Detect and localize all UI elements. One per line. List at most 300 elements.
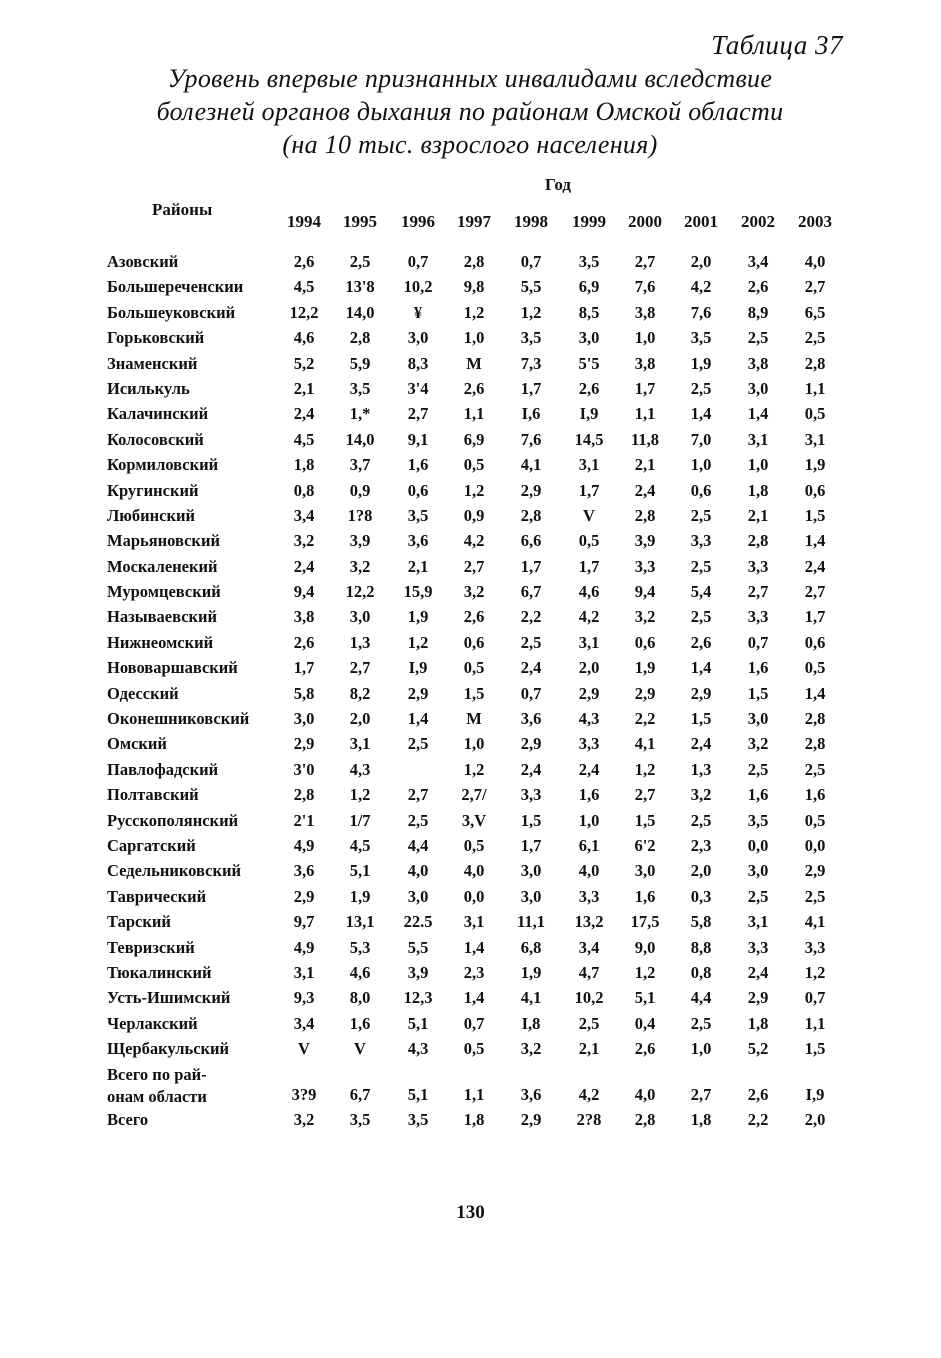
value-cell: 1,6 xyxy=(804,785,826,805)
table-row xyxy=(0,937,941,962)
value-cell: 2,4 xyxy=(690,734,712,754)
value-cell: 1,0 xyxy=(634,328,656,348)
value-cell: 2,7 xyxy=(804,277,826,297)
value-cell: 8,0 xyxy=(349,988,371,1008)
table-row xyxy=(0,302,941,327)
table-row xyxy=(0,860,941,885)
value-cell: 1,7 xyxy=(293,658,315,678)
value-cell: 2,2 xyxy=(520,607,542,627)
value-cell: 8,9 xyxy=(747,302,769,322)
value-cell: 1,9 xyxy=(349,886,371,906)
value-cell: 2,6 xyxy=(578,378,600,398)
value-cell: 1,2 xyxy=(804,962,826,982)
table-row xyxy=(0,327,941,352)
value-cell: 3,1 xyxy=(349,734,371,754)
header-year: Год xyxy=(545,175,571,194)
value-cell: 2,4 xyxy=(520,759,542,779)
value-cell: 1,2 xyxy=(463,480,485,500)
region-name: Павлофадский xyxy=(107,759,219,779)
value-cell: 2,4 xyxy=(804,556,826,576)
value-cell: 0,6 xyxy=(804,480,826,500)
value-cell: 9,3 xyxy=(293,988,315,1008)
value-cell: 1,0 xyxy=(690,1039,712,1059)
value-cell: 1,6 xyxy=(407,455,429,475)
value-cell: 2,6 xyxy=(747,1084,769,1104)
value-cell: 1,5 xyxy=(463,683,485,703)
value-cell: 5,1 xyxy=(634,988,656,1008)
table-row xyxy=(0,429,941,454)
value-cell: 9,4 xyxy=(293,582,315,602)
value-cell: 10,2 xyxy=(574,988,604,1008)
value-cell: 0,6 xyxy=(690,480,712,500)
value-cell: 2,4 xyxy=(747,962,769,982)
value-cell: 2,8 xyxy=(804,353,826,373)
value-cell: 2,8 xyxy=(804,734,826,754)
value-cell: 2,5 xyxy=(690,607,712,627)
table-row xyxy=(0,276,941,301)
value-cell: 2,9 xyxy=(578,683,600,703)
value-cell: 2,6 xyxy=(293,632,315,652)
value-cell: 0,7 xyxy=(804,988,826,1008)
title-line: болезней органов дыхания по районам Омской области xyxy=(156,97,784,126)
value-cell: 3,2 xyxy=(293,1109,315,1129)
value-cell: 1,9 xyxy=(407,607,429,627)
value-cell: 3,1 xyxy=(747,912,769,932)
value-cell: 2,5 xyxy=(690,1013,712,1033)
value-cell: 1,2 xyxy=(634,759,656,779)
region-name: Всего xyxy=(107,1109,149,1129)
value-cell: 4,1 xyxy=(804,912,826,932)
value-cell: 1,3 xyxy=(349,632,371,652)
value-cell: 0,6 xyxy=(463,632,485,652)
value-cell: 1,7 xyxy=(520,556,542,576)
value-cell: 1,4 xyxy=(804,683,826,703)
value-cell: 3,0 xyxy=(407,886,429,906)
value-cell: 2,7 xyxy=(634,785,656,805)
value-cell: 7,6 xyxy=(520,429,542,449)
value-cell: 2,8 xyxy=(463,252,485,271)
value-cell: M xyxy=(466,353,482,373)
value-cell: 2,9 xyxy=(634,683,656,703)
value-cell: 2,8 xyxy=(634,1109,656,1129)
region-name: Нижнеомский xyxy=(107,632,214,652)
table-row xyxy=(0,708,941,733)
value-cell: 0,5 xyxy=(463,1039,485,1059)
region-name: Саргатский xyxy=(107,835,196,855)
value-cell: 3,3 xyxy=(578,734,600,754)
value-cell: 11,8 xyxy=(631,429,659,449)
value-cell: 1,1 xyxy=(634,404,656,424)
value-cell: 3,5 xyxy=(407,505,429,525)
value-cell: 3,0 xyxy=(407,328,429,348)
region-name: Горьковский xyxy=(107,328,205,348)
value-cell: 0,8 xyxy=(690,962,712,982)
value-cell: 2,0 xyxy=(349,709,371,729)
value-cell: 2,1 xyxy=(634,455,656,475)
value-cell: 0,5 xyxy=(804,810,826,830)
value-cell: 0,0 xyxy=(747,835,769,855)
value-cell: 10,2 xyxy=(403,277,433,297)
region-name: Одесский xyxy=(107,683,179,703)
region-name: Омский xyxy=(107,734,167,754)
value-cell: 4,9 xyxy=(293,835,315,855)
value-cell: 1,7 xyxy=(804,607,826,627)
value-cell: V xyxy=(298,1039,310,1059)
value-cell: 2,0 xyxy=(578,658,600,678)
value-cell: 2,3 xyxy=(463,962,485,982)
value-cell: 17,5 xyxy=(630,912,660,932)
value-cell: 0,5 xyxy=(463,835,485,855)
value-cell: 4,1 xyxy=(520,988,542,1008)
value-cell: 0,6 xyxy=(634,632,656,652)
region-name: Тюкалинский xyxy=(107,962,212,982)
value-cell: 3,4 xyxy=(293,505,315,525)
value-cell: 3,5 xyxy=(520,328,542,348)
value-cell: 2,5 xyxy=(747,886,769,906)
value-cell: 4,6 xyxy=(349,962,371,982)
value-cell: 5,2 xyxy=(747,1039,769,1059)
value-cell: 4,6 xyxy=(578,582,600,602)
value-cell: 3,0 xyxy=(520,861,542,881)
value-cell: 0,7 xyxy=(463,1013,485,1033)
region-name: Кругинский xyxy=(107,480,199,500)
value-cell: 2,5 xyxy=(407,810,429,830)
value-cell: 3,6 xyxy=(520,1084,542,1104)
region-name: Колосовский xyxy=(107,429,204,449)
value-cell: 2,5 xyxy=(804,886,826,906)
value-cell: 4,7 xyxy=(578,962,600,982)
value-cell: 3,2 xyxy=(690,785,712,805)
value-cell: 3,1 xyxy=(463,912,485,932)
table-row xyxy=(0,556,941,581)
value-cell: 1,5 xyxy=(634,810,656,830)
value-cell: 0,7 xyxy=(747,632,769,652)
value-cell: 3,3 xyxy=(690,531,712,551)
value-cell: 3,8 xyxy=(634,302,656,322)
value-cell: 5,3 xyxy=(349,937,371,957)
region-name: Большереченскии xyxy=(107,277,244,297)
value-cell: 15,9 xyxy=(403,582,433,602)
value-cell: 2,9 xyxy=(407,683,429,703)
region-name: Тевризский xyxy=(107,937,195,957)
value-cell: 3,6 xyxy=(407,531,429,551)
value-cell: 3,2 xyxy=(634,607,656,627)
value-cell: 2,0 xyxy=(690,252,712,271)
value-cell: 2,9 xyxy=(293,734,315,754)
value-cell: 6,7 xyxy=(349,1084,371,1104)
value-cell: 1,3 xyxy=(690,759,712,779)
table-label: Таблица 37 xyxy=(711,30,843,60)
table-row xyxy=(0,683,941,708)
value-cell: 2,7 xyxy=(407,785,429,805)
value-cell: I,9 xyxy=(408,658,428,678)
value-cell: 2,4 xyxy=(578,759,600,779)
value-cell: 2,5 xyxy=(747,328,769,348)
table-row xyxy=(0,987,941,1012)
value-cell: V xyxy=(354,1039,366,1059)
value-cell: 3,2 xyxy=(463,582,485,602)
value-cell: 1,6 xyxy=(578,785,600,805)
value-cell: 2,2 xyxy=(747,1109,769,1129)
value-cell: 5'5 xyxy=(578,353,600,373)
value-cell: 3,4 xyxy=(293,1013,315,1033)
value-cell: 3,2 xyxy=(747,734,769,754)
value-cell: 2,5 xyxy=(690,556,712,576)
table-row xyxy=(0,480,941,505)
value-cell: 2,5 xyxy=(804,759,826,779)
value-cell: 12,2 xyxy=(345,582,375,602)
value-cell: 3,0 xyxy=(634,861,656,881)
value-cell: 1,0 xyxy=(463,328,485,348)
value-cell: 1?8 xyxy=(347,505,373,525)
value-cell: 3,5 xyxy=(747,810,769,830)
table-row xyxy=(0,886,941,911)
value-cell: 1,9 xyxy=(520,962,542,982)
value-cell: 6'2 xyxy=(634,835,656,855)
value-cell: 1,1 xyxy=(804,378,826,398)
value-cell: 3,5 xyxy=(349,378,371,398)
value-cell: 3,5 xyxy=(349,1109,371,1129)
value-cell: 2,1 xyxy=(747,505,769,525)
year-header: 1998 xyxy=(514,212,548,231)
value-cell: 1,4 xyxy=(463,937,485,957)
value-cell: 2,6 xyxy=(634,1039,656,1059)
value-cell: I,8 xyxy=(521,1013,541,1033)
value-cell: 2,7 xyxy=(349,658,371,678)
value-cell: 1,4 xyxy=(690,658,712,678)
value-cell: 2,4 xyxy=(293,404,315,424)
value-cell: 2,8 xyxy=(634,505,656,525)
region-name: Тарский xyxy=(107,912,171,932)
value-cell: 2,8 xyxy=(349,328,371,348)
value-cell: 9,1 xyxy=(407,429,429,449)
value-cell: I,9 xyxy=(579,404,599,424)
value-cell: 2,5 xyxy=(690,505,712,525)
value-cell: 2,2 xyxy=(634,709,656,729)
value-cell: 4,4 xyxy=(690,988,712,1008)
value-cell: 1,0 xyxy=(578,810,600,830)
value-cell: 14,5 xyxy=(574,429,604,449)
value-cell: 1,5 xyxy=(690,709,712,729)
value-cell: 3,0 xyxy=(578,328,600,348)
value-cell: 3,8 xyxy=(293,607,315,627)
value-cell: 8,8 xyxy=(690,937,712,957)
value-cell: 2,7 xyxy=(747,582,769,602)
value-cell: 4,5 xyxy=(293,429,315,449)
value-cell: 2,4 xyxy=(520,658,542,678)
value-cell: 3,0 xyxy=(747,378,769,398)
value-cell: 6,9 xyxy=(463,429,485,449)
region-name: Оконешниковский xyxy=(107,709,250,729)
value-cell: 1,4 xyxy=(407,709,429,729)
value-cell: 1,2 xyxy=(463,302,485,322)
value-cell: 2,9 xyxy=(804,861,826,881)
value-cell: 5,1 xyxy=(349,861,371,881)
value-cell: 0,5 xyxy=(804,404,826,424)
value-cell: 9,0 xyxy=(634,937,656,957)
region-name: Русскополянский xyxy=(107,810,239,830)
value-cell: 0,0 xyxy=(463,886,485,906)
value-cell: 1,8 xyxy=(463,1109,485,1129)
value-cell: 2,8 xyxy=(293,785,315,805)
value-cell: 2,8 xyxy=(804,709,826,729)
table-row xyxy=(0,454,941,479)
value-cell: 2,5 xyxy=(520,632,542,652)
value-cell: 3,0 xyxy=(747,861,769,881)
value-cell: 1/7 xyxy=(349,810,371,830)
value-cell: 12,2 xyxy=(289,302,319,322)
title-line: (на 10 тыс. взрослого населения) xyxy=(282,130,658,159)
value-cell: 2,6 xyxy=(463,378,485,398)
value-cell: 22.5 xyxy=(403,912,433,932)
value-cell: 4,0 xyxy=(634,1084,656,1104)
value-cell: 9,8 xyxy=(463,277,485,297)
value-cell: 3,0 xyxy=(293,709,315,729)
value-cell: 6,5 xyxy=(804,302,826,322)
value-cell: 1,2 xyxy=(349,785,371,805)
value-cell: 2,5 xyxy=(349,252,371,271)
value-cell: 7,0 xyxy=(690,429,712,449)
value-cell: 6,8 xyxy=(520,937,542,957)
value-cell: 3,3 xyxy=(747,556,769,576)
value-cell: 2,4 xyxy=(293,556,315,576)
value-cell: 1,8 xyxy=(747,480,769,500)
value-cell: 9,4 xyxy=(634,582,656,602)
value-cell: 2,7 xyxy=(463,556,485,576)
table-row xyxy=(0,1064,941,1109)
value-cell: 3,3 xyxy=(634,556,656,576)
value-cell: 2,7/ xyxy=(461,785,487,805)
value-cell: 3,6 xyxy=(520,709,542,729)
value-cell: M xyxy=(466,709,482,729)
value-cell: 4,9 xyxy=(293,937,315,957)
value-cell: 1,5 xyxy=(804,1039,826,1059)
value-cell: 1,2 xyxy=(407,632,429,652)
value-cell: 3,8 xyxy=(747,353,769,373)
value-cell: 0,5 xyxy=(463,455,485,475)
value-cell: ¥ xyxy=(413,302,423,322)
value-cell: 3,1 xyxy=(578,632,600,652)
region-name: Знаменский xyxy=(107,353,198,373)
region-name: Усть-Ишимский xyxy=(107,988,231,1008)
value-cell: 2,5 xyxy=(690,810,712,830)
table-row xyxy=(0,530,941,555)
table-row xyxy=(0,962,941,987)
region-name: Черлакский xyxy=(107,1013,198,1033)
value-cell: 1,8 xyxy=(747,1013,769,1033)
value-cell: 14,0 xyxy=(345,429,375,449)
value-cell: 2,9 xyxy=(293,886,315,906)
value-cell: 4,2 xyxy=(578,1084,600,1104)
value-cell: 0,9 xyxy=(463,505,485,525)
value-cell: 2,5 xyxy=(407,734,429,754)
value-cell: 5,4 xyxy=(690,582,712,602)
value-cell: 2,9 xyxy=(520,480,542,500)
year-header: 2000 xyxy=(628,212,662,231)
value-cell: 1,* xyxy=(349,404,371,424)
year-header: 2002 xyxy=(741,212,775,231)
table-row xyxy=(0,1013,941,1038)
value-cell: 1,5 xyxy=(804,505,826,525)
year-header-row xyxy=(0,212,941,234)
page-number: 130 xyxy=(456,1202,485,1223)
value-cell: 3,3 xyxy=(747,937,769,957)
value-cell: 5,9 xyxy=(349,353,371,373)
region-name: Исилькуль xyxy=(107,378,190,398)
value-cell: 4,3 xyxy=(407,1039,429,1059)
table-row xyxy=(0,353,941,378)
table-row xyxy=(0,733,941,758)
value-cell: 3,6 xyxy=(293,861,315,881)
value-cell: 3,8 xyxy=(634,353,656,373)
value-cell: 3,9 xyxy=(634,531,656,551)
value-cell: 3,3 xyxy=(804,937,826,957)
value-cell: 2,0 xyxy=(690,861,712,881)
value-cell: 1,7 xyxy=(578,556,600,576)
value-cell: 0,5 xyxy=(578,531,600,551)
value-cell: 5,2 xyxy=(293,353,315,373)
value-cell: 2,5 xyxy=(747,759,769,779)
table-row xyxy=(0,1109,941,1134)
value-cell: 3,2 xyxy=(293,531,315,551)
region-name: Таврический xyxy=(107,886,207,906)
value-cell: 3,2 xyxy=(520,1039,542,1059)
value-cell: 1,4 xyxy=(690,404,712,424)
table-row xyxy=(0,632,941,657)
value-cell: 1,5 xyxy=(747,683,769,703)
value-cell: 1,0 xyxy=(690,455,712,475)
value-cell: 1,7 xyxy=(520,378,542,398)
value-cell: 2,6 xyxy=(690,632,712,652)
value-cell: 3,4 xyxy=(747,252,769,271)
value-cell: 11,1 xyxy=(517,912,545,932)
table-row xyxy=(0,606,941,631)
value-cell: 2,3 xyxy=(690,835,712,855)
value-cell: 4,2 xyxy=(578,607,600,627)
value-cell: 2,8 xyxy=(747,531,769,551)
value-cell: 9,7 xyxy=(293,912,315,932)
value-cell: 3,0 xyxy=(349,607,371,627)
value-cell: 2,7 xyxy=(634,252,656,271)
value-cell: 0,3 xyxy=(690,886,712,906)
year-header: 1999 xyxy=(572,212,606,231)
value-cell: 3,5 xyxy=(578,252,600,271)
value-cell: 4,1 xyxy=(520,455,542,475)
value-cell: 14,0 xyxy=(345,302,375,322)
value-cell: 1,7 xyxy=(520,835,542,855)
region-name: Седельниковский xyxy=(107,861,241,881)
value-cell: 0,5 xyxy=(804,658,826,678)
year-header: 1994 xyxy=(287,212,321,231)
value-cell: I,6 xyxy=(521,404,541,424)
year-header: 1996 xyxy=(401,212,435,231)
value-cell: 1,6 xyxy=(634,886,656,906)
value-cell: 3,5 xyxy=(690,328,712,348)
value-cell: 4,0 xyxy=(407,861,429,881)
value-cell: 1,8 xyxy=(293,455,315,475)
value-cell: 5,5 xyxy=(520,277,542,297)
value-cell: 12,3 xyxy=(403,988,433,1008)
table-row xyxy=(0,810,941,835)
value-cell: 8,5 xyxy=(578,302,600,322)
region-name: Нововаршавский xyxy=(107,658,238,678)
value-cell: 3,1 xyxy=(293,962,315,982)
value-cell: 4,3 xyxy=(349,759,371,779)
value-cell: 1,9 xyxy=(634,658,656,678)
value-cell: 3,0 xyxy=(747,709,769,729)
region-name: Москаленекий xyxy=(107,556,218,576)
region-name: Щербакульский xyxy=(107,1039,230,1059)
